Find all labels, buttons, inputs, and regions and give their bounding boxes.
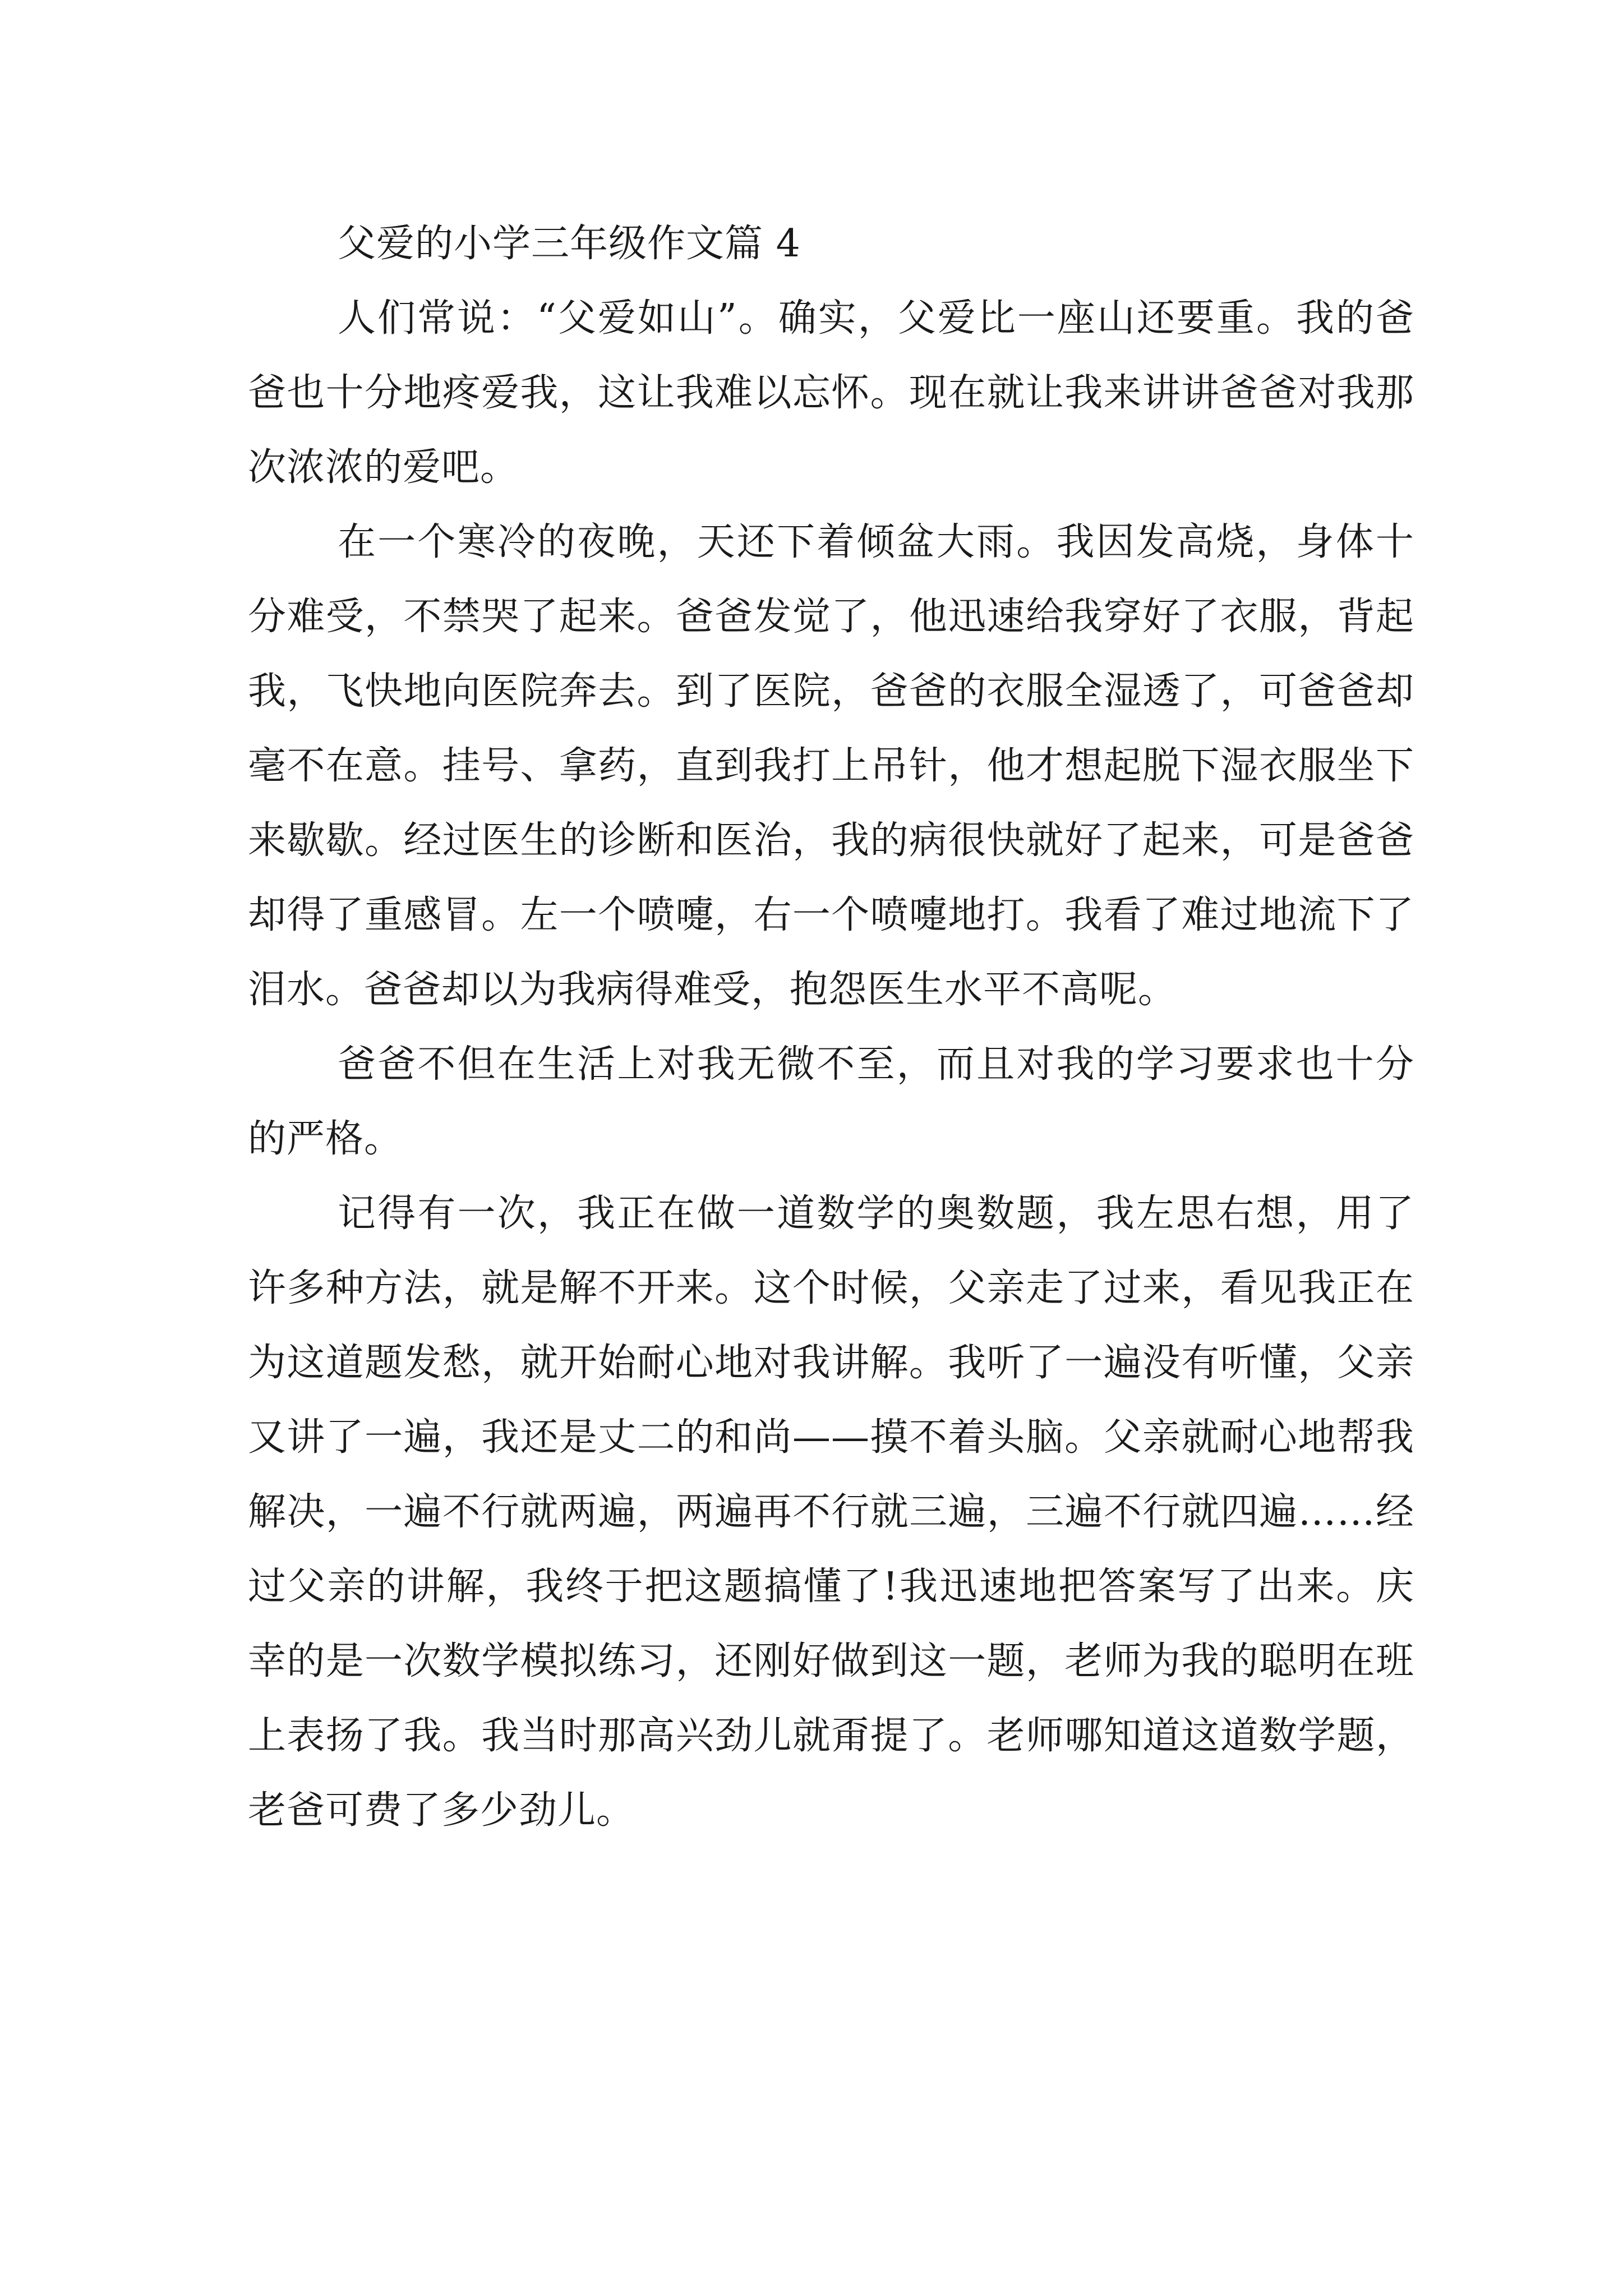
paragraph-4: 记得有一次，我正在做一道数学的奥数题，我左思右想，用了许多种方法，就是解不开来。这个时候，父亲走了过来，看见我正在为这道题发愁，就开始耐心地对我讲解。我听了一遍没有听懂，父亲又讲了一遍，我还是丈二的和尚——摸不着头脑。父亲就耐心地帮我解决，一遍不行就两遍，两遍再不行就三遍，三遍不行就四遍……经过父亲的讲解，我终于把这题搞懂了!我迅速地把答案写了出来。庆幸的是一次数学模拟练习，还刚好做到这一题，老师为我的聪明在班上表扬了我。我当时那高兴劲儿就甭提了。老师哪知道这道数学题，老爸可费了多少劲儿。 [248, 1191, 1414, 1833]
paragraph-2: 在一个寒冷的夜晚，天还下着倾盆大雨。我因发高烧，身体十分难受，不禁哭了起来。爸爸发觉了，他迅速给我穿好了衣服，背起我，飞快地向医院奔去。到了医院，爸爸的衣服全湿透了，可爸爸却毫不在意。挂号、拿药，直到我打上吊针，他才想起脱下湿衣服坐下来歇歇。经过医生的诊断和医治，我的病很快就好了起来，可是爸爸却得了重感冒。左一个喷嚏，右一个喷嚏地打。我看了难过地流下了泪水。爸爸却以为我病得难受，抱怨医生水平不高呢。 [248, 520, 1414, 1012]
paragraph-1: 人们常说：“父爱如山”。确实，父爱比一座山还要重。我的爸爸也十分地疼爱我，这让我难以忘怀。现在就让我来讲讲爸爸对我那次浓浓的爱吧。 [248, 296, 1414, 490]
paragraph-3: 爸爸不但在生活上对我无微不至，而且对我的学习要求也十分的严格。 [248, 1042, 1414, 1161]
document-body [248, 206, 1414, 1848]
document-title: 父爱的小学三年级作文篇 4 [338, 222, 801, 266]
